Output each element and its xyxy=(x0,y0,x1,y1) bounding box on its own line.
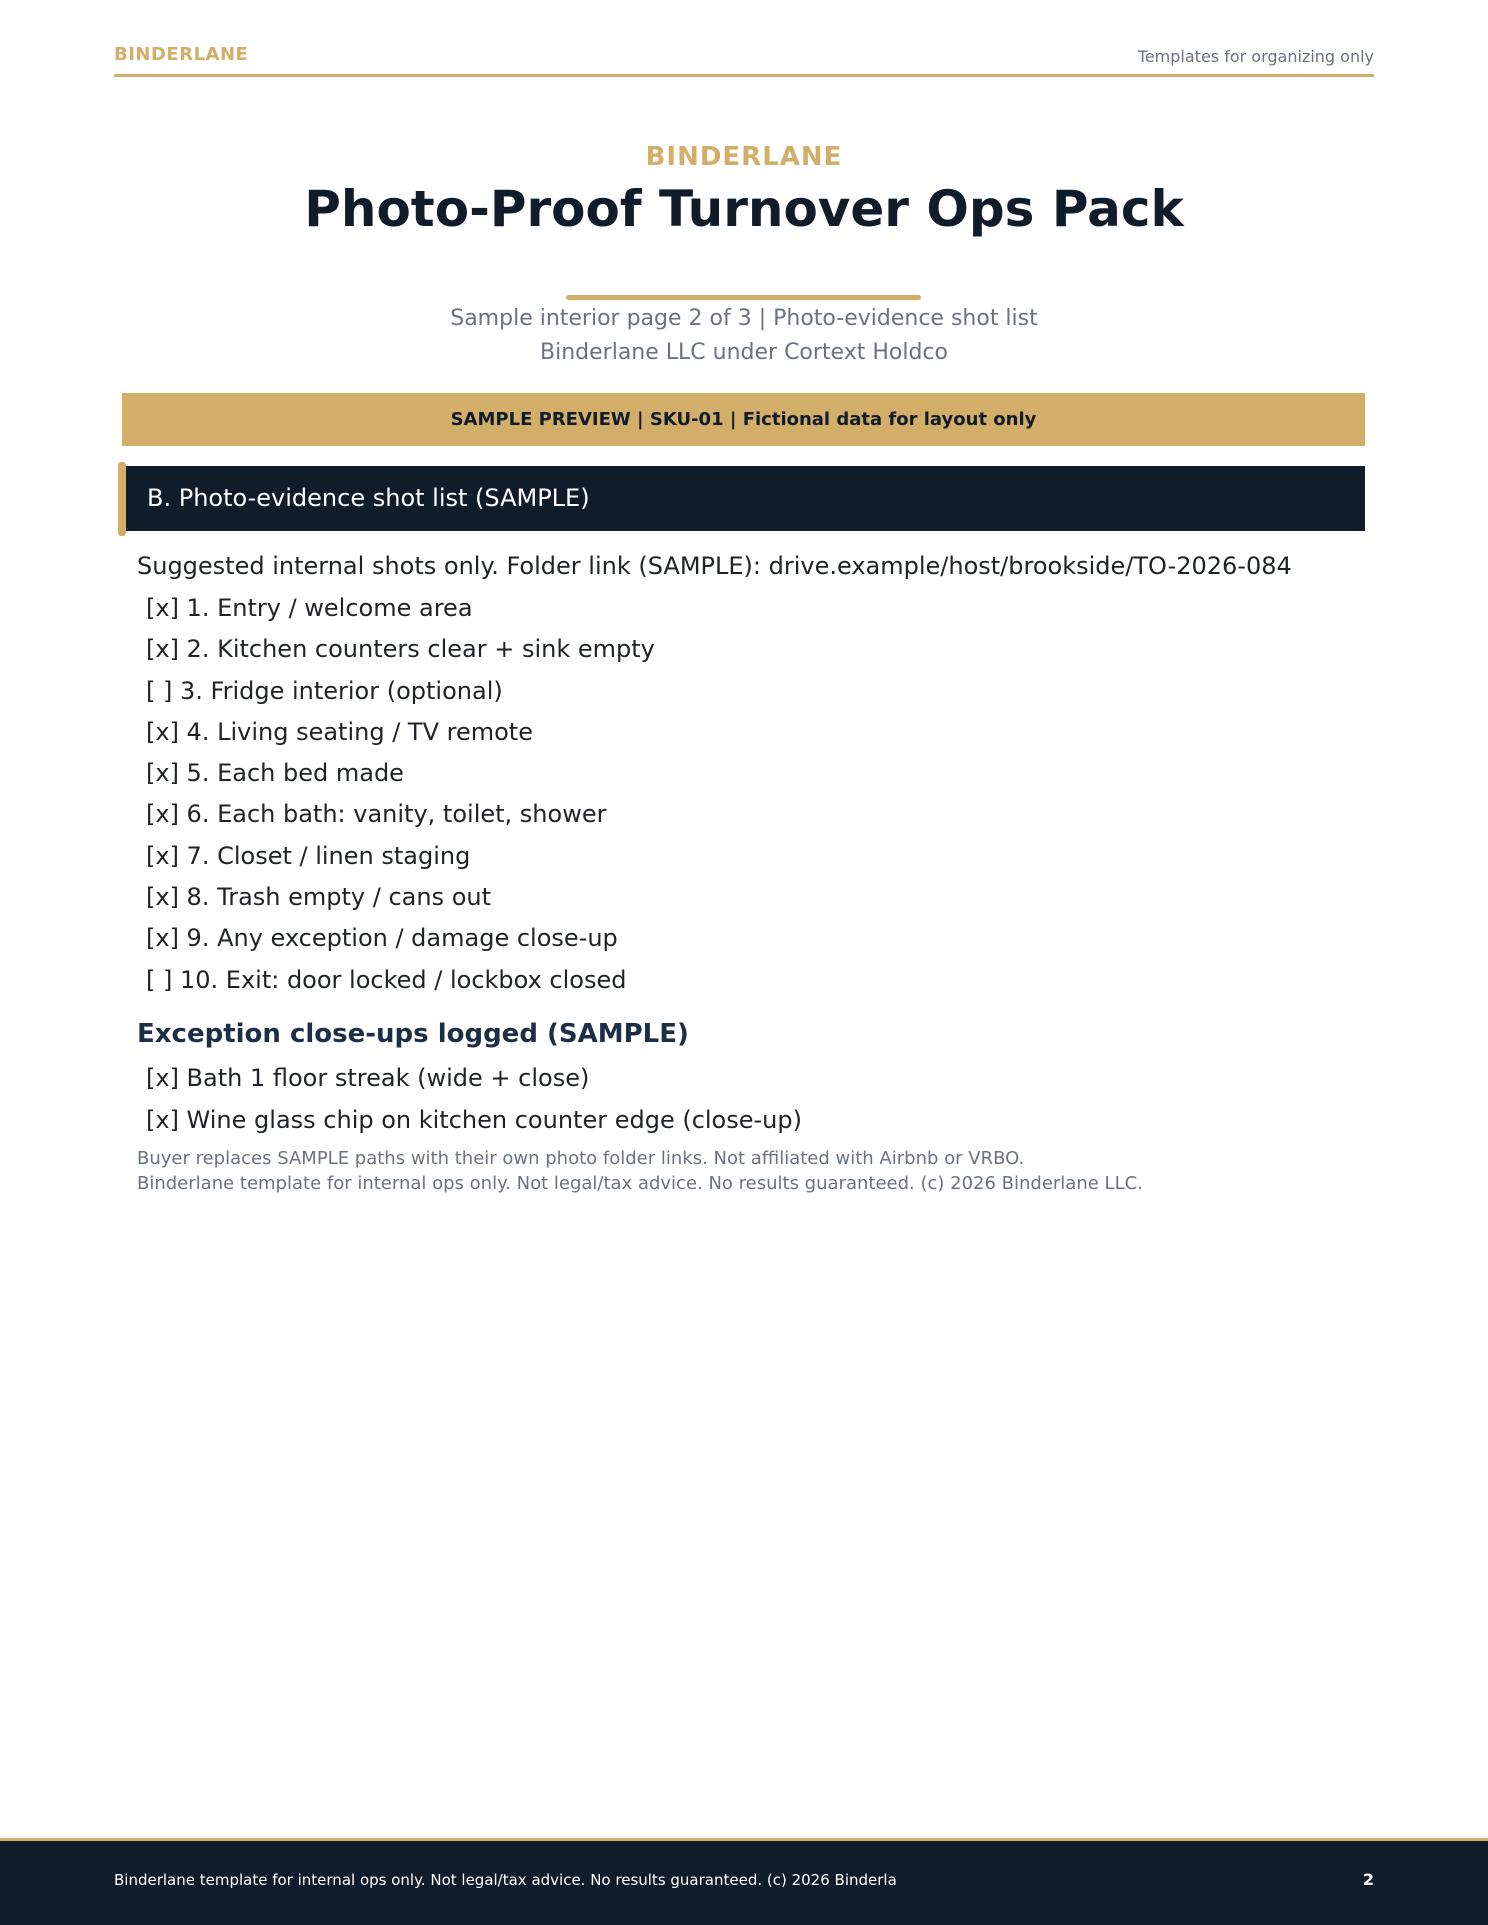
exception-item: [x] Wine glass chip on kitchen counter edge (close-up) xyxy=(146,1105,802,1134)
header-brand: BINDERLANE xyxy=(114,44,249,65)
exception-item: [x] Bath 1 floor streak (wide + close) xyxy=(146,1064,590,1092)
page-footer xyxy=(0,1838,1488,1925)
section-title: B. Photo-evidence shot list (SAMPLE) xyxy=(147,484,590,512)
section-header xyxy=(126,466,1365,531)
checklist-item: [x] 9. Any exception / damage close-up xyxy=(146,924,618,953)
checklist-item: [x] 4. Living seating / TV remote xyxy=(146,717,533,746)
checklist-item: [x] 5. Each bed made xyxy=(146,759,404,788)
note-line: Buyer replaces SAMPLE paths with their own photo folder links. Not affiliated with Airbnb or VRBO. xyxy=(137,1148,1025,1169)
footer-disclaimer: Binderlane template for internal ops only. Not legal/tax advice. No results guaranteed. (c) 2026 Binderla xyxy=(114,1871,897,1889)
section-intro: Suggested internal shots only. Folder link (SAMPLE): drive.example/host/brookside/TO-2026-084 xyxy=(137,552,1292,580)
page-title: Photo-Proof Turnover Ops Pack xyxy=(304,180,1184,238)
section-accent-bar xyxy=(118,462,126,536)
note-line: Binderlane template for internal ops only. Not legal/tax advice. No results guaranteed. (c) 2026 Binderlane LLC. xyxy=(137,1173,1143,1194)
checklist-item: [x] 8. Trash empty / cans out xyxy=(146,883,492,912)
checklist-item: [ ] 10. Exit: door locked / lockbox closed xyxy=(146,965,627,994)
checklist-item: [ ] 3. Fridge interior (optional) xyxy=(146,676,503,705)
exceptions-heading: Exception close-ups logged (SAMPLE) xyxy=(137,1019,689,1049)
checklist-item: [x] 6. Each bath: vanity, toilet, shower xyxy=(146,800,607,829)
exceptions-list xyxy=(146,1063,802,1146)
page-number: 2 xyxy=(1362,1870,1374,1889)
title-kicker: BINDERLANE xyxy=(645,142,843,172)
subtitle-line-2: Binderlane LLC under Cortext Holdco xyxy=(540,340,948,365)
sample-banner: SAMPLE PREVIEW | SKU-01 | Fictional data for layout only xyxy=(122,393,1365,446)
header-tagline: Templates for organizing only xyxy=(1137,47,1374,66)
checklist-item: [x] 2. Kitchen counters clear + sink empty xyxy=(146,635,655,664)
checklist-item: [x] 7. Closet / linen staging xyxy=(146,841,471,870)
disclaimer-notes xyxy=(137,1146,1143,1196)
subtitle-line-1: Sample interior page 2 of 3 | Photo-evidence shot list xyxy=(450,306,1038,331)
shot-checklist xyxy=(146,593,655,1006)
running-header xyxy=(114,44,1374,77)
checklist-item: [x] 1. Entry / welcome area xyxy=(146,594,473,622)
title-divider xyxy=(566,295,921,300)
